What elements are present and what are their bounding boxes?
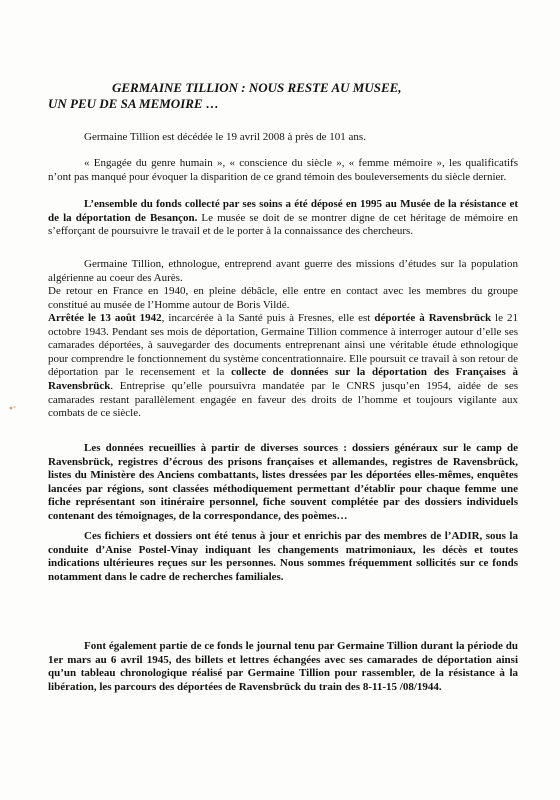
paragraph-journal xyxy=(48,640,518,694)
title-line-2: UN PEU DE SA MEMOIRE … xyxy=(48,96,219,111)
paragraph-return-1940: De retour en France en 1940, en pleine débâcle, elle entre en contact avec les membres du groupe constitué au musée de l’Homme autour de Boris Vildé. xyxy=(48,285,518,311)
deportation-text-1: , incarcérée à la Santé puis à Fresnes, elle est xyxy=(161,312,375,324)
deported-bold: déportée à Ravensbrück xyxy=(374,312,492,324)
adir-bold: Ces fichiers et dossiers ont été tenus à jour et enrichis par des membres de l’ADIR, sous la conduite d’Anise Postel-Vinay indiquant les changements matrimoniaux, les décès et toutes indications ultérieures reçues sur les personnes. Nous sommes fréquemment sollicités sur ce fonds notamment dans le cadre de recherches familiales. xyxy=(48,530,518,583)
fonds-deposit-bold: L’ensemble du fonds collecté par ses soins a été déposé en 1995 au Musée de la résistance et de la déportation de Besançon. xyxy=(48,198,518,224)
scan-speck xyxy=(8,404,18,411)
paragraph-death: Germaine Tillion est décédée le 19 avril 2008 à près de 101 ans. xyxy=(84,131,366,143)
document-title xyxy=(48,80,488,112)
paragraph-ethnologist: Germaine Tillion, ethnologue, entreprend avant guerre des missions d’études sur la population algérienne au coeur des Aurès. xyxy=(48,258,518,284)
sources-bold: Les données recueillies à partir de diverses sources : dossiers généraux sur le camp de Ravensbrück, registres d’écrous des prisons françaises et allemandes, registres de Ravensbrück, listes du Ministère des Anciens combattants, listes dressées par les déportées elles-mêmes, enquêtes lancées par régions, sont classées méthodiquement permettant d’établir pour chaque femme une fiche représentant son itinéraire personnel, fiche souvent complétée par des dossiers individuels contenant des témoignages, de la correspondance, des poèmes… xyxy=(48,442,518,522)
paragraph-fonds-deposit xyxy=(48,198,518,239)
paragraph-adir xyxy=(48,530,518,584)
fonds-deposit-text: Le musée se doit de se montrer digne de cet héritage de mémoire en s’efforçant de poursuivre le travail et de le porter à la connaissance des chercheurs. xyxy=(48,211,518,238)
title-line-1: GERMAINE TILLION : NOUS RESTE AU MUSEE, xyxy=(112,80,402,95)
paragraph-sources xyxy=(48,442,518,524)
paragraph-deportation xyxy=(48,312,518,421)
journal-bold: Font également partie de ce fonds le journal tenu par Germaine Tillion durant la période du 1er mars au 6 avril 1945, des billets et lettres échangées avec ses camarades de déportation ainsi qu’un tableau chronologique réalisé par Germaine Tillion pour rassembler, de la résistance à la libération, les parcours des déportées de Ravensbrück du train des 8-11-15 /08/1944. xyxy=(48,640,518,693)
deportation-text-2: le 21 octobre 1943. Pendant ses mois de déportation, Germaine Tillion commence à interroger autour d’elle ses camarades déportées, à sauvegarder des documents entreprenant ainsi une véritable étude ethnologique pour comprendre le fonctionnement du système concentrationnaire. Elle poursuit ce travail à son retour de déportation par le recensement et la xyxy=(48,312,518,379)
arrest-date-bold: Arrêtée le 13 août 1942 xyxy=(48,312,162,324)
deportation-text-3: . Entreprise qu’elle poursuivra mandatée par le CNRS jusqu’en 1954, aidée de ses camarades restant parallèlement engagée en faveur des droits de l’homme et toujours vigilante aux combats de ce siècle. xyxy=(48,379,518,420)
paragraph-tributes: « Engagée du genre humain », « conscience du siècle », « femme mémoire », les qualificatifs n’ont pas manqué pour évoquer la disparition de ce grand témoin des bouleversements du siècle dernier. xyxy=(48,157,518,183)
data-collection-bold: collecte de données sur la déportation des Françaises à Ravensbrück xyxy=(48,366,518,392)
